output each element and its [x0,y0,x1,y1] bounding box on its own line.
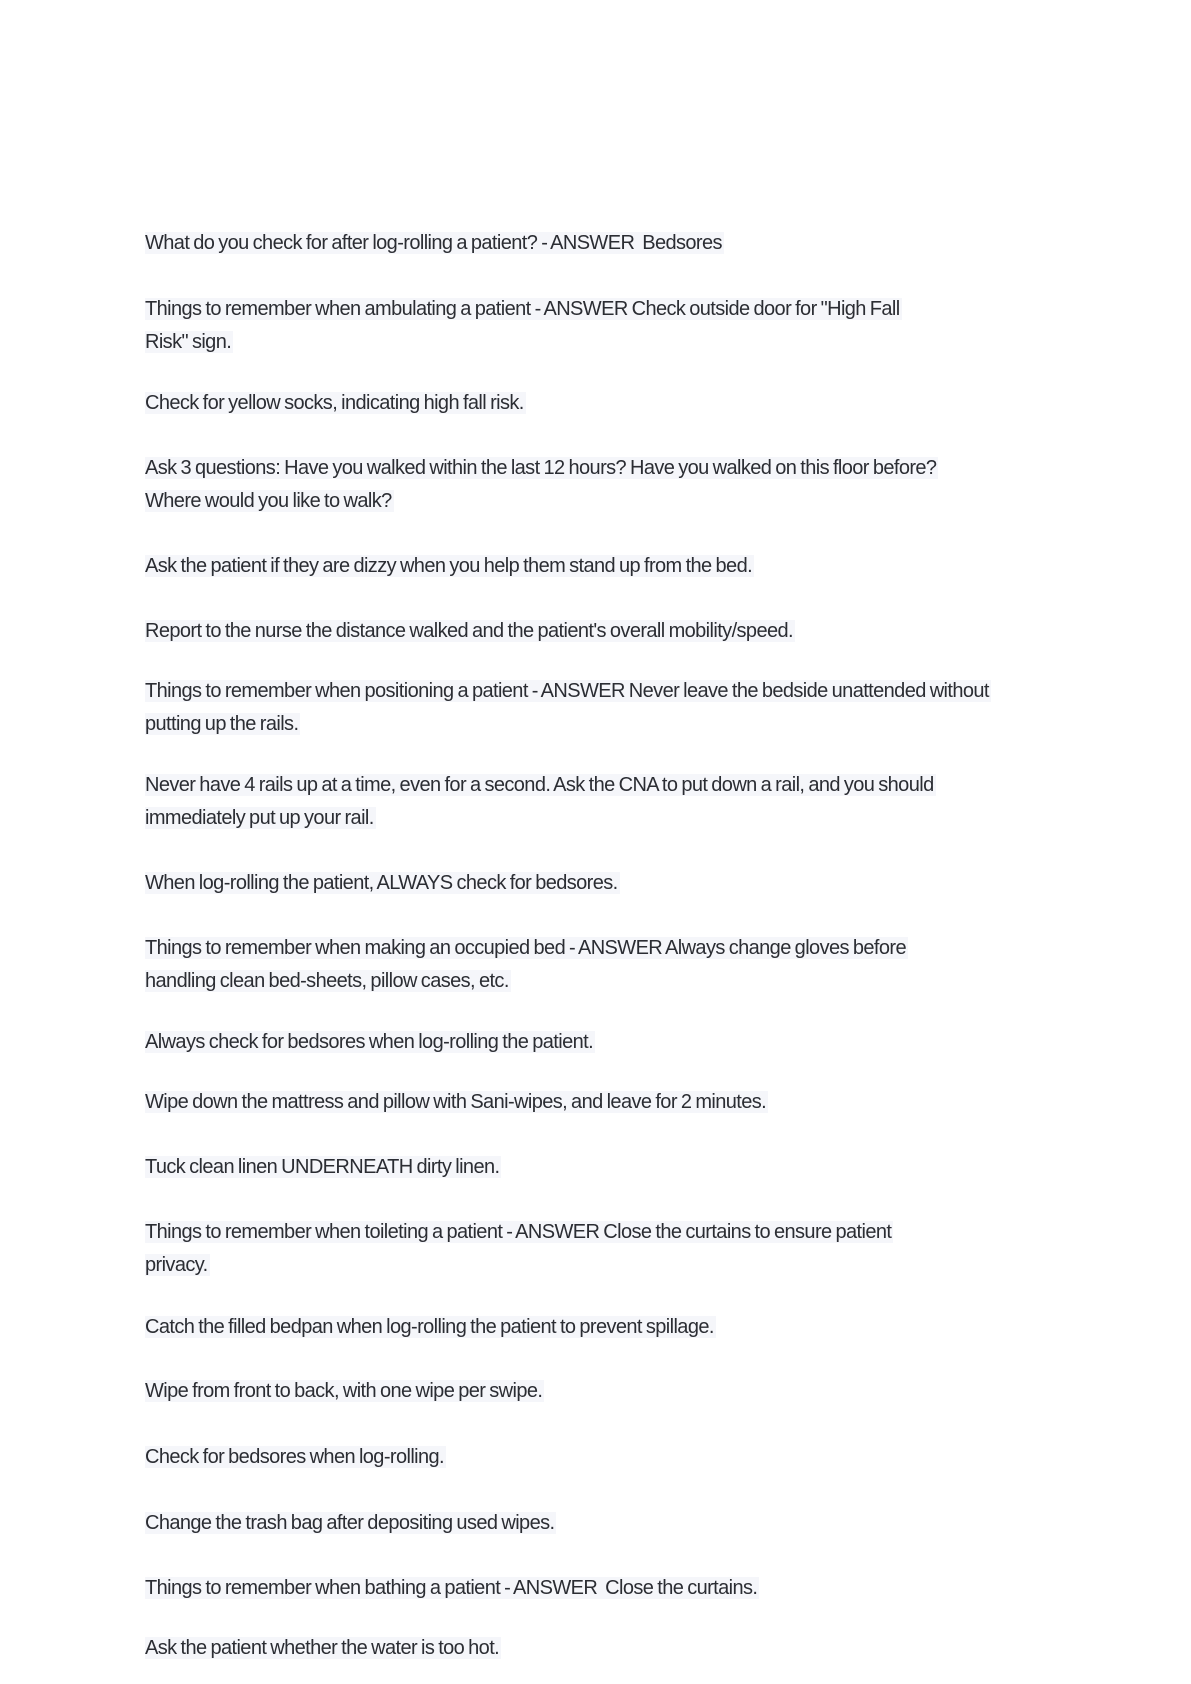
text-line [145,293,902,326]
line-text: privacy. [145,1254,208,1276]
line-text: Ask the patient if they are dizzy when you help them stand up from the bed. [145,555,753,577]
line-text: Things to remember when toileting a patient - ANSWER Close the curtains to ensure patient [145,1221,892,1243]
text-line [145,326,902,359]
paragraph [145,1507,556,1540]
text-line [145,1026,595,1059]
paragraph [145,293,902,359]
paragraph [145,1216,893,1282]
text-line [145,1507,556,1540]
text-line [145,615,795,648]
text-line [145,1086,768,1119]
line-text: handling clean bed-sheets, pillow cases, etc. [145,970,509,992]
paragraph [145,1375,544,1408]
line-text: Ask 3 questions: Have you walked within the last 12 hours? Have you walked on this floor before? [145,457,937,479]
text-line [145,867,620,900]
text-line [145,1311,716,1344]
line-text: Things to remember when bathing a patient - ANSWER Close the curtains. [145,1577,758,1599]
text-line [145,1216,893,1249]
line-text: Change the trash bag after depositing used wipes. [145,1512,555,1534]
text-line [145,708,991,741]
line-text: Check for bedsores when log-rolling. [145,1446,445,1468]
paragraph [145,675,991,741]
line-text: When log-rolling the patient, ALWAYS check for bedsores. [145,872,618,894]
line-text: Things to remember when ambulating a patient - ANSWER Check outside door for "High Fall [145,298,900,320]
line-text: Where would you like to walk? [145,490,392,512]
line-text: putting up the rails. [145,713,299,735]
text-line [145,769,936,802]
text-line [145,1632,501,1665]
text-line [145,675,991,708]
paragraph [145,1026,595,1059]
paragraph [145,867,620,900]
paragraph [145,1441,446,1474]
text-line [145,1151,501,1184]
text-line [145,452,938,485]
text-line [145,802,936,835]
paragraph [145,1311,716,1344]
text-line [145,550,754,583]
paragraph [145,615,795,648]
paragraph [145,227,724,260]
line-text: Ask the patient whether the water is too hot. [145,1637,500,1659]
paragraph [145,452,938,518]
line-text: What do you check for after log-rolling a patient? - ANSWER Bedsores [145,232,722,254]
paragraph [145,1151,501,1184]
line-text: Tuck clean linen UNDERNEATH dirty linen. [145,1156,500,1178]
paragraph [145,769,936,835]
text-line [145,1441,446,1474]
text-line [145,387,526,420]
line-text: Wipe down the mattress and pillow with Sani-wipes, and leave for 2 minutes. [145,1091,767,1113]
line-text: Catch the filled bedpan when log-rolling the patient to prevent spillage. [145,1316,714,1338]
line-text: Report to the nurse the distance walked and the patient's overall mobility/speed. [145,620,793,642]
paragraph [145,1632,501,1665]
line-text: Wipe from front to back, with one wipe per swipe. [145,1380,543,1402]
paragraph [145,1086,768,1119]
text-line [145,1572,759,1605]
text-line [145,485,938,518]
text-line [145,1249,893,1282]
line-text: Never have 4 rails up at a time, even for a second. Ask the CNA to put down a rail, and you should [145,774,934,796]
line-text: Things to remember when making an occupied bed - ANSWER Always change gloves before [145,937,906,959]
line-text: immediately put up your rail. [145,807,374,829]
line-text: Always check for bedsores when log-rolling the patient. [145,1031,594,1053]
text-line [145,965,908,998]
paragraph [145,932,908,998]
line-text: Things to remember when positioning a patient - ANSWER Never leave the bedside unattended without [145,680,989,702]
paragraph [145,550,754,583]
paragraph [145,1572,759,1605]
line-text: Check for yellow socks, indicating high fall risk. [145,392,524,414]
line-text: Risk" sign. [145,331,232,353]
text-line [145,932,908,965]
text-line [145,1375,544,1408]
paragraph [145,387,526,420]
text-line [145,227,724,260]
